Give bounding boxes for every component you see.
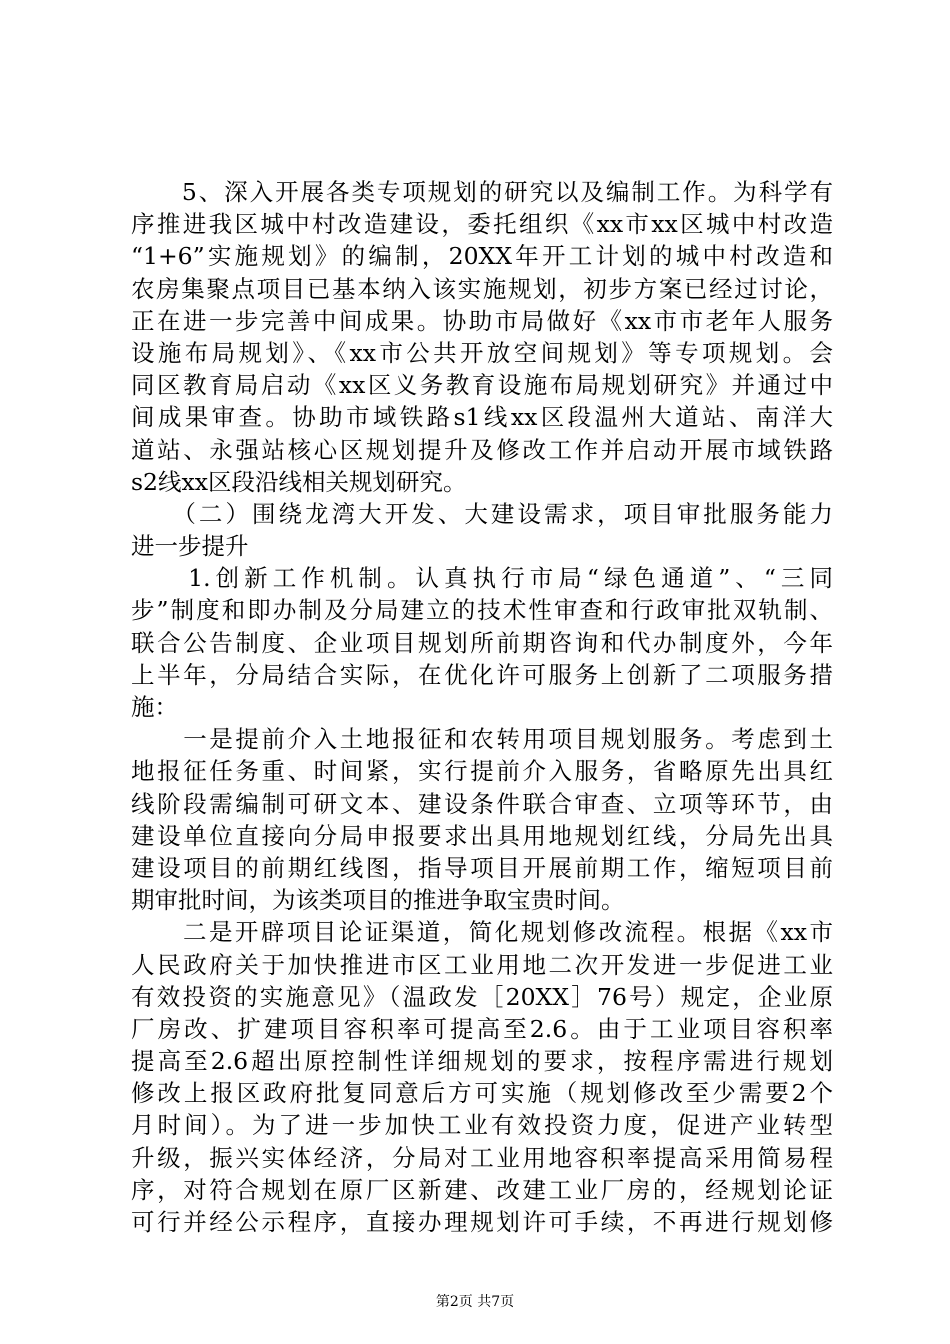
text-line: 建设项目的前期红线图，指导项目开展前期工作，缩短项目前 [131,853,833,882]
text-line: 设施布局规划》、《xx市公共开放空间规划》等专项规划。会 [131,338,833,367]
text-line: 1.创新工作机制。认真执行市局“绿色通道”、“三同 [131,564,833,593]
text-line: 线阶段需编制可研文本、建设条件联合审查、立项等环节，由 [131,789,833,818]
text-line: 同区教育局启动《xx区义务教育设施布局规划研究》并通过中 [131,371,833,400]
text-line: 施： [131,693,178,721]
text-line: 二是开辟项目论证渠道，简化规划修改流程。根据《xx市 [131,918,833,947]
text-line: （二）围绕龙湾大开发、大建设需求，项目审批服务能力 [131,499,833,528]
page-footer: 第2页 共7页 [435,1294,515,1310]
text-line: 间成果审查。协助市域铁路s1线xx区段温州大道站、南洋大 [131,403,833,432]
text-line: 提高至2.6超出原控制性详细规划的要求，按程序需进行规划 [131,1047,833,1076]
text-line: 步”制度和即办制及分局建立的技术性审查和行政审批双轨制、 [131,596,833,625]
text-line: 可行并经公示程序，直接办理规划许可手续，不再进行规划修 [131,1208,833,1236]
text-line: 期审批时间，为该类项目的推进争取宝贵时间。 [131,886,625,915]
text-line: 序推进我区城中村改造建设，委托组织《xx市xx区城中村改造 [131,210,833,239]
text-line: 一是提前介入土地报征和农转用项目规划服务。考虑到土 [131,725,833,754]
text-line: 人民政府关于加快推进市区工业用地二次开发进一步促进工业 [131,950,833,979]
text-line: 厂房改、扩建项目容积率可提高至2.6。由于工业项目容积率 [131,1014,833,1043]
text-line: 建设单位直接向分局申报要求出具用地规划红线，分局先出具 [131,821,833,850]
text-line: 正在进一步完善中间成果。协助市局做好《xx市市老年人服务 [131,306,833,335]
text-line: 有效投资的实施意见》（温政发［20XX］76号）规定，企业原 [131,982,833,1011]
text-line: 5、深入开展各类专项规划的研究以及编制工作。为科学有 [131,178,833,206]
text-line: 道站、永强站核心区规划提升及修改工作并启动开展市域铁路 [131,435,833,464]
text-line: 联合公告制度、企业项目规划所前期咨询和代办制度外，今年 [131,628,833,657]
text-line: 地报征任务重、时间紧，实行提前介入服务，省略原先出具红 [131,757,833,786]
text-line: 升级，振兴实体经济，分局对工业用地容积率提高采用简易程 [131,1143,833,1172]
text-line: 农房集聚点项目已基本纳入该实施规划，初步方案已经过讨论， [131,274,833,303]
text-line: 月时间）。为了进一步加快工业有效投资力度，促进产业转型 [131,1111,833,1140]
text-line: 上半年，分局结合实际，在优化许可服务上创新了二项服务措 [131,660,833,689]
text-line: “1+6”实施规划》的编制，20XX年开工计划的城中村改造和 [131,242,833,271]
document-body [131,176,833,1238]
text-line: s2线xx区段沿线相关规划研究。 [131,467,467,496]
text-line: 进一步提升 [131,532,249,561]
text-line: 修改上报区政府批复同意后方可实施（规划修改至少需要2个 [131,1079,833,1108]
text-line: 序，对符合规划在原厂区新建、改建工业厂房的，经规划论证 [131,1175,833,1204]
